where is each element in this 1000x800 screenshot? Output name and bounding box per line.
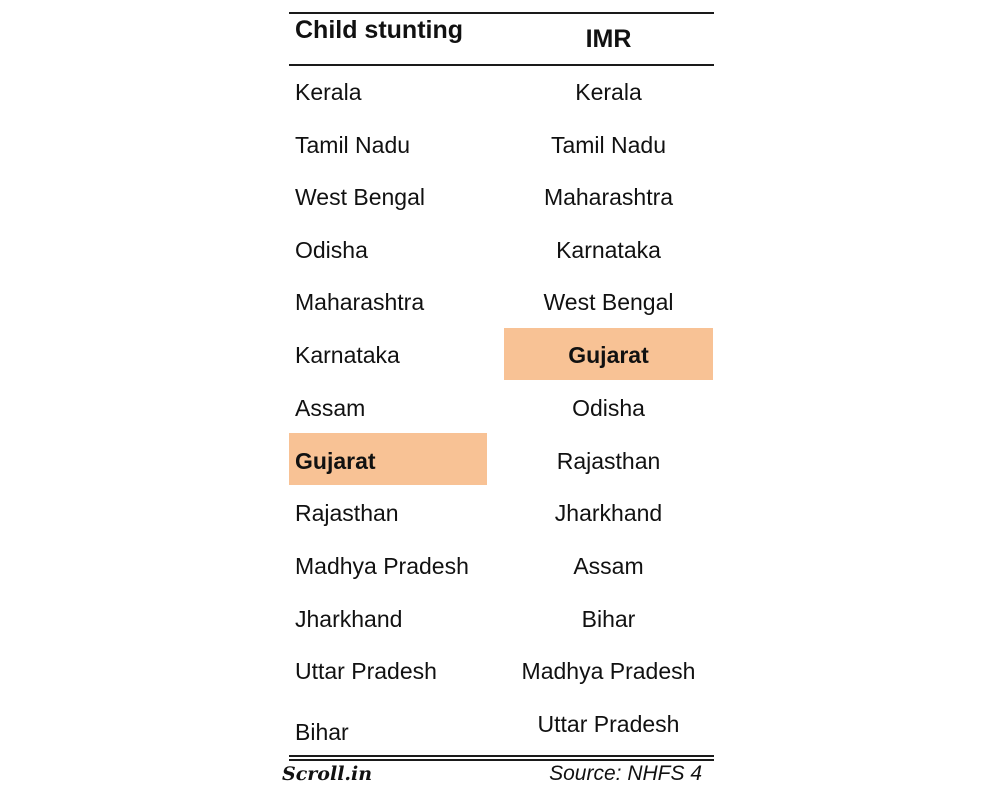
child-stunting-row: West Bengal: [295, 184, 425, 210]
imr-row: Kerala: [575, 79, 642, 105]
header-rule: [289, 64, 714, 66]
imr-row: West Bengal: [543, 289, 674, 315]
child-stunting-row: Uttar Pradesh: [295, 658, 437, 684]
child-stunting-row: Madhya Pradesh: [295, 553, 469, 579]
child-stunting-row: Odisha: [295, 237, 368, 263]
child-stunting-row: Assam: [295, 395, 366, 421]
brand-logo: Scroll.in: [282, 763, 373, 785]
imr-row: Assam: [573, 553, 644, 579]
imr-header: IMR: [585, 25, 632, 53]
imr-row: Odisha: [572, 395, 645, 421]
child-stunting-row: Kerala: [295, 79, 362, 105]
child-stunting-row: Rajasthan: [295, 500, 399, 526]
child-stunting-row: Maharashtra: [295, 289, 425, 315]
imr-row: Maharashtra: [543, 184, 674, 210]
child-stunting-row: Bihar: [295, 719, 349, 745]
child-stunting-row: Karnataka: [295, 342, 400, 368]
child-stunting-row: Tamil Nadu: [295, 132, 411, 158]
imr-row: Bihar: [581, 606, 636, 632]
imr-row: Jharkhand: [554, 500, 663, 526]
bottom-rule-1: [289, 755, 714, 757]
child-stunting-row: Jharkhand: [295, 606, 403, 632]
imr-row: Gujarat: [568, 342, 649, 368]
imr-row: Madhya Pradesh: [521, 658, 696, 684]
top-rule: [289, 12, 714, 14]
imr-row: Uttar Pradesh: [537, 711, 680, 737]
ranking-table: [289, 12, 714, 800]
imr-row: Tamil Nadu: [550, 132, 667, 158]
child-stunting-header: Child stunting: [295, 16, 464, 44]
child-stunting-row: Gujarat: [295, 448, 376, 474]
bottom-rule-2: [289, 759, 714, 761]
source-note: Source: NHFS 4: [549, 762, 702, 785]
imr-row: Rajasthan: [556, 448, 661, 474]
imr-row: Karnataka: [556, 237, 661, 263]
